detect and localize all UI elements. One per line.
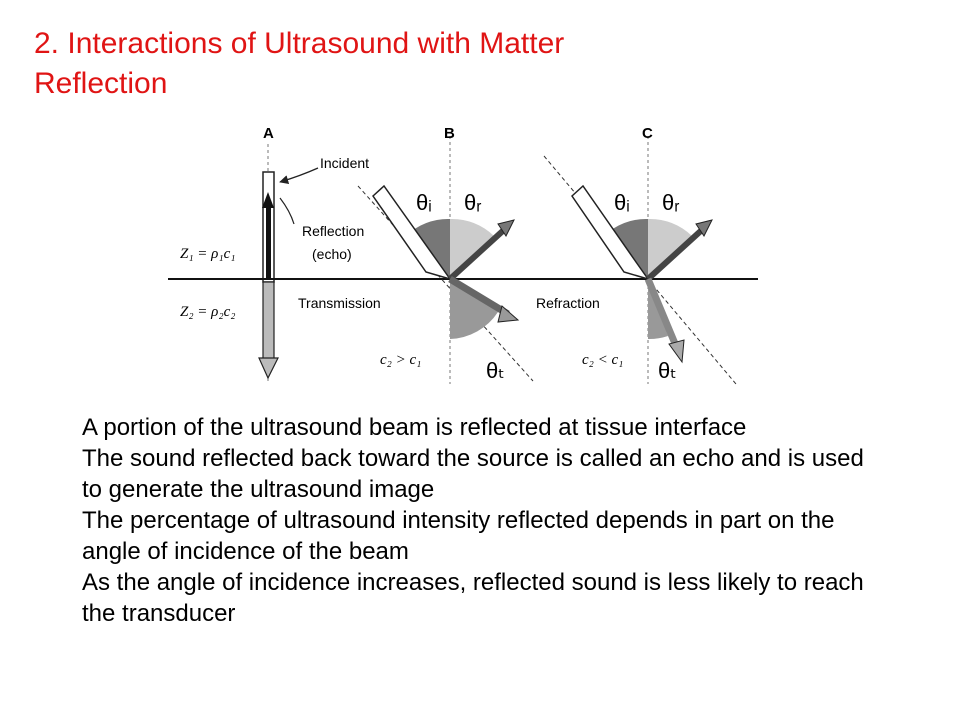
paragraph-3: The percentage of ultrasound intensity reflected depends in part on the angle of incidence of the beam <box>82 507 835 565</box>
slide-title-line1: 2. Interactions of Ultrasound with Matter <box>34 27 565 60</box>
c-greater-label: c₂ > c₁ <box>380 352 422 368</box>
transmission-label: Transmission <box>298 295 381 311</box>
slide-subtitle: Reflection <box>34 67 168 100</box>
reflection-label: Reflection <box>302 223 365 239</box>
body-text <box>82 412 882 629</box>
panel-a-label: A <box>263 125 274 142</box>
z2-label: Z₂ = ρ₂c₂ <box>180 304 236 320</box>
theta-r-c: θᵣ <box>662 190 680 215</box>
echo-label: (echo) <box>312 246 352 262</box>
theta-r-b: θᵣ <box>464 190 482 215</box>
theta-i-c: θᵢ <box>614 190 630 215</box>
incident-label: Incident <box>320 155 370 171</box>
panel-b <box>358 136 533 384</box>
panel-c <box>544 136 736 384</box>
slide-title <box>34 24 564 104</box>
panel-a <box>259 144 318 384</box>
panel-c-label: C <box>642 125 653 142</box>
paragraph-1: A portion of the ultrasound beam is reflected at tissue interface <box>82 414 747 441</box>
theta-t-b: θₜ <box>486 358 505 383</box>
c-less-label: c₂ < c₁ <box>582 352 624 368</box>
paragraph-4: As the angle of incidence increases, reflected sound is less likely to reach the transducer <box>82 569 864 627</box>
refraction-label: Refraction <box>536 295 600 311</box>
theta-t-c: θₜ <box>658 358 677 383</box>
paragraph-2: The sound reflected back toward the source is called an echo and is used to generate the ultrasound image <box>82 445 864 503</box>
reflection-diagram <box>168 116 758 386</box>
z1-label: Z₁ = ρ₁c₁ <box>180 246 236 262</box>
theta-i-b: θᵢ <box>416 190 432 215</box>
panel-b-label: B <box>444 125 455 142</box>
